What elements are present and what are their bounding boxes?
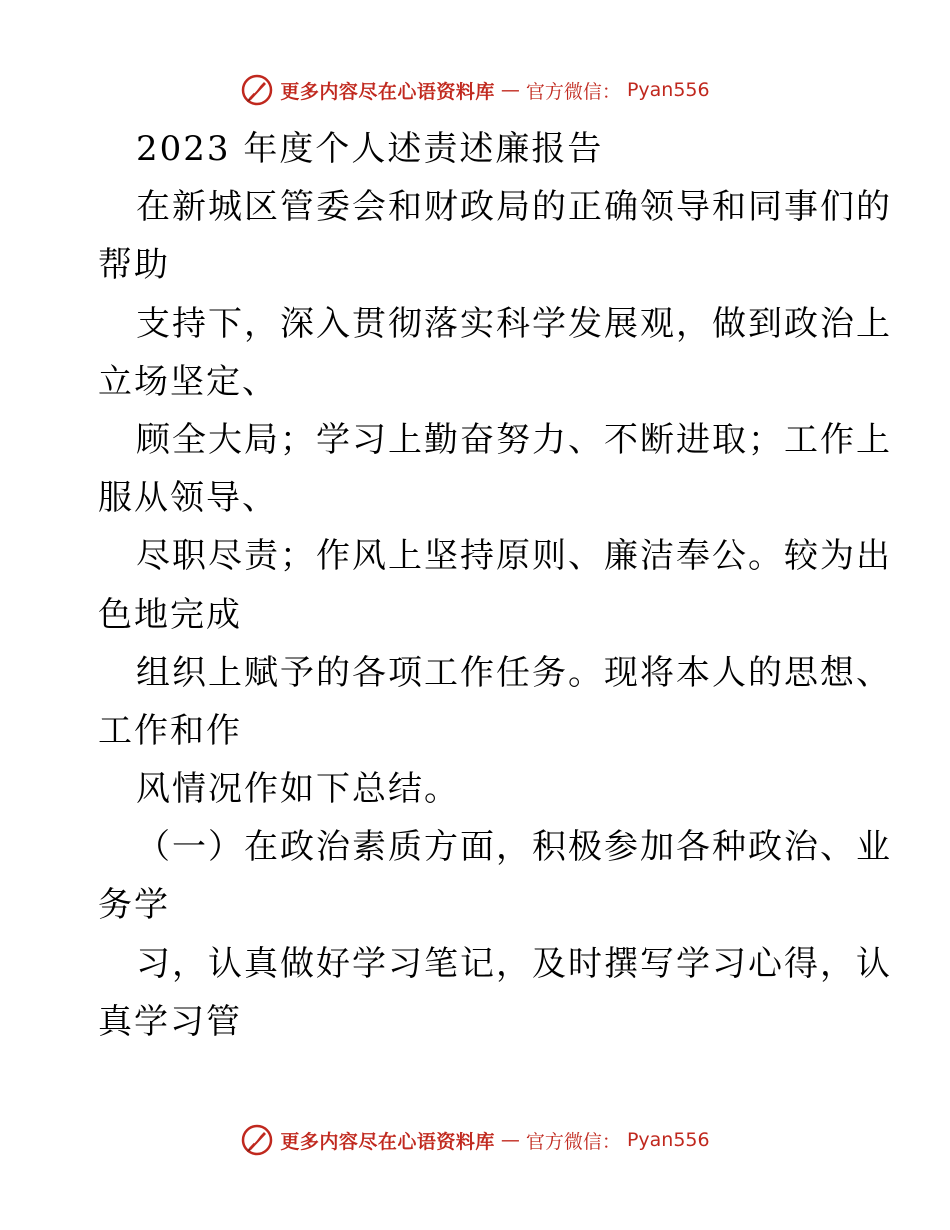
banner-wechat-label: 官方微信： <box>525 1130 621 1153</box>
banner-dash: — <box>500 1129 520 1151</box>
text-line: 真学习管 <box>98 1001 242 1042</box>
banner-wechat-id: Pyan556 <box>626 79 710 101</box>
text-line: 务学 <box>98 885 170 926</box>
text-line: 服从领导、 <box>98 478 278 519</box>
banner-dash: — <box>500 79 520 101</box>
document-body <box>98 120 892 1051</box>
text-line: 组织上赋予的各项工作任务。现将本人的思想、 <box>136 652 892 693</box>
text-line: 帮助 <box>98 245 170 286</box>
text-line: 顾全大局；学习上勤奋努力、不断进取；工作上 <box>136 419 892 460</box>
text-line: 习，认真做好学习笔记，及时撰写学习心得，认 <box>136 943 892 984</box>
text-line: 尽职尽责；作风上坚持原则、廉洁奉公。较为出 <box>136 536 892 577</box>
text-line: 色地完成 <box>98 594 242 635</box>
text-line: 工作和作 <box>98 710 242 751</box>
footer-banner <box>0 1120 950 1160</box>
text-line: 立场坚定、 <box>98 361 278 402</box>
quill-logo-icon <box>240 73 274 107</box>
text-line: （一）在政治素质方面，积极参加各种政治、业 <box>136 827 892 868</box>
banner-slogan: 更多内容尽在心语资料库 <box>280 1130 495 1153</box>
document-title: 2023 年度个人述责述廉报告 <box>136 129 604 169</box>
header-banner <box>0 70 950 110</box>
text-line: 在新城区管委会和财政局的正确领导和同事们的 <box>136 187 892 228</box>
banner-wechat-label: 官方微信： <box>525 80 621 103</box>
banner-wechat-id: Pyan556 <box>626 1129 710 1151</box>
banner-slogan: 更多内容尽在心语资料库 <box>280 80 495 103</box>
quill-logo-icon <box>240 1123 274 1157</box>
text-line: 风情况作如下总结。 <box>136 769 460 810</box>
text-line: 支持下，深入贯彻落实科学发展观，做到政治上 <box>136 303 892 344</box>
